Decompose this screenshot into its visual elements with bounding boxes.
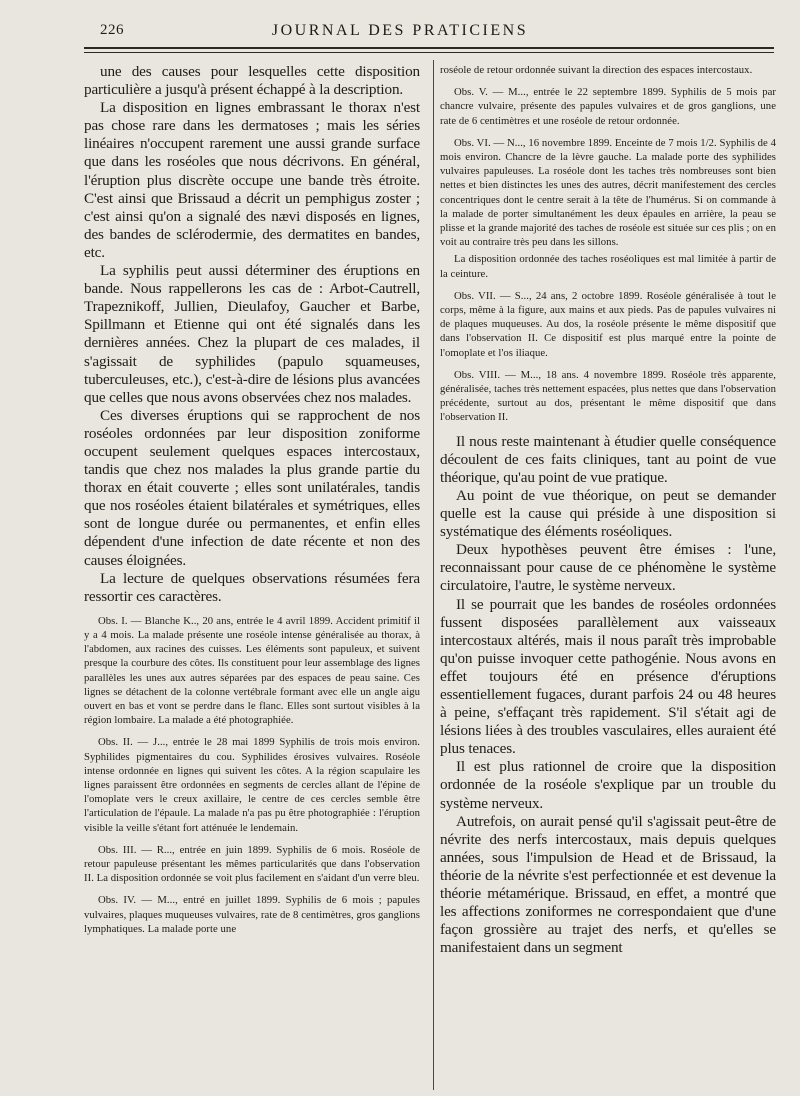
- observation-paragraph: Obs. II. — J..., entrée le 28 mai 1899 Syphilis de trois mois environ. Syphilides pigmentaires du cou. Syphilides érosives vulvaires. Roséole intense ordonnée en lignes qui suivent les côtes. A la région scapulaire les lignes paraissent être ordonnées en segments de cercles allant de l'épine de l'omoplate vers le creux axillaire, le centre de ces cercles semble être l'articulation de l'épaule. La malade n'a pas pu être photographiée : l'éruption visible la veille s'étant fort atténuée le lendemain.: [84, 736, 420, 834]
- observation-paragraph: Obs. I. — Blanche K.., 20 ans, entrée le 4 avril 1899. Accident primitif il y a 4 mois. La malade présente une roséole intense généralisée au thorax, à l'abdomen, aux racines des cuisses. Les éléments sont papuleux, et suivent presque la courbure des côtes. Ils constituent pour leur assemblage des lignes parallèles les unes aux autres séparées par des espaces de peau saine. Ces lignes se détachent de la colonne vertébrale formant avec elle un angle aigu ouvert en bas et vont se perdre dans le flanc. Elles sont surtout visibles à la région lombaire. La malade a été photographiée.: [84, 614, 420, 727]
- paragraph: Il nous reste maintenant à étudier quelle conséquence découlent de ces faits cliniques, tant au point de vue théorique, qu'au point de vue pratique.: [440, 432, 776, 486]
- left-column: [84, 63, 420, 1093]
- paragraph: Ces diverses éruptions qui se rapprochent de nos roséoles ordonnées par leur disposition zoniforme occupent seulement quelques espaces intercostaux, tandis que chez nos malades la plus grande partie du thorax en était couverte ; elles sont unilatérales, tandis que nos roséoles étaient bilatérales et symétriques, elles sont de longue durée ou permanentes, et enfin elles dépendent d'une infection de date récente et non des causes éloignées.: [84, 406, 420, 569]
- observation-paragraph: Obs. VI. — N..., 16 novembre 1899. Enceinte de 7 mois 1/2. Syphilis de 4 mois environ. Chancre de la lèvre gauche. La malade porte des syphilides vulvaires papuleuses. La roséole dont les taches très nombreuses sont bien nettes et bien distinctes les unes des autres, décrit manifestement des cercles concentriques dont le centre serait à la tête de l'humérus. Si on commande à la malade de porter simultanément les deux épaules en arrière, la peau se plisse et la grande majorité des taches de roséole est située sur ces plis ; on en voit au contraire très peu dans les sillons.: [440, 136, 776, 249]
- observation-paragraph: Obs. VII. — S..., 24 ans, 2 octobre 1899. Roséole généralisée à tout le corps, même à la figure, aux mains et aux pieds. Pas de papules vulvaires ni de plaques muqueuses. Au dos, la roséole présente le même dispositif que dans l'observation II. Ce dispositif est plus marqué entre la pointe de l'omoplate et l'os iliaque.: [440, 289, 776, 359]
- journal-title: JOURNAL DES PRATICIENS: [271, 22, 529, 39]
- observation-paragraph: La disposition ordonnée des taches roséoliques est mal limitée à partir de la ceinture.: [440, 253, 776, 280]
- observation-paragraph: Obs. VIII. — M..., 18 ans. 4 novembre 1899. Roséole très apparente, généralisée, taches très nettement espacées, plus nettes que dans l'observation précédente, surtout au dos, présentant le même dispositif que dans l'observation II.: [440, 368, 776, 424]
- header-rule-thin: [84, 52, 774, 53]
- paragraph: Autrefois, on aurait pensé qu'il s'agissait peut-être de névrite des nerfs intercostaux, mais depuis quelques années, sous l'impulsion de Head et de Brissaud, la théorie de la névrite s'est perfectionnée et est devenue la théorie métamérique. Brissaud, en effet, a montré que les affections zoniformes ne correspondaient que d'une façon grossière au trajet des nerfs, et qu'elles se manifestaient dans un segment: [440, 812, 776, 957]
- paragraph: La syphilis peut aussi déterminer des éruptions en bande. Nous rappellerons les cas de : Arbot-Cautrell, Trapeznikoff, Jullien, Dieulafoy, Gaucher et Barbe, Spillmann et Etienne qui ont été signalés dans les dernières années. Chez la plupart de ces malades, il s'agissait de syphilides (papulo squameuses, tuberculeuses, etc.), c'est-à-dire de lésions plus avancées que celles que nous avons observées chez nos malades.: [84, 262, 420, 406]
- paragraph: Il est plus rationnel de croire que la disposition ordonnée de la roséole s'explique par un trouble du système nerveux.: [440, 758, 776, 812]
- page-number: 226: [100, 22, 124, 38]
- paragraph: La lecture de quelques observations résumées fera ressortir ces caractères.: [84, 569, 420, 605]
- column-divider: [433, 60, 434, 1090]
- observation-paragraph: Obs. IV. — M..., entré en juillet 1899. Syphilis de 6 mois ; papules vulvaires, plaques muqueuses vulvaires, rate de 8 centimètres, gros ganglions lymphatiques. La malade porte une: [84, 894, 420, 935]
- paragraph: une des causes pour lesquelles cette disposition particulière a jusqu'à présent échappé à la description.: [84, 63, 420, 99]
- observation-paragraph: Obs. V. — M..., entrée le 22 septembre 1899. Syphilis de 5 mois par chancre vulvaire, présente des papules vulvaires et de gros ganglions, une rate de 6 centimètres et une roséole de retour ordonnée.: [440, 86, 776, 127]
- observation-paragraph: roséole de retour ordonnée suivant la direction des espaces intercostaux.: [440, 64, 753, 76]
- observation-paragraph: Obs. III. — R..., entrée en juin 1899. Syphilis de 6 mois. Roséole de retour papuleuse présentant les mêmes particularités que dans l'observation II. La disposition ordonnée se voit plus facilement en s'aidant d'un verre bleu.: [84, 843, 420, 885]
- paragraph: Au point de vue théorique, on peut se demander quelle est la cause qui préside à une disposition si systématique des éléments roséoliques.: [440, 486, 776, 541]
- paragraph: La disposition en lignes embrassant le thorax n'est pas chose rare dans les dermatoses ; mais les séries linéaires n'occupent rarement une aussi grande surface que dans les roséoles que nous décrivons. En général, l'éruption plus discrète occupe une bande très étroite. C'est ainsi que Brissaud a décrit un pemphigus zoster ; c'est ainsi qu'on a signalé des nævi disposés en lignes, des bandes de sclérodermie, des dermatites en bandes, etc.: [84, 99, 420, 261]
- header-rule-thick: [84, 47, 774, 49]
- right-column: [440, 63, 776, 1093]
- paragraph: Deux hypothèses peuvent être émises : l'une, reconnaissant pour cause de ce phénomène le système circulatoire, l'autre, le système nerveux.: [440, 541, 776, 595]
- paragraph: Il se pourrait que les bandes de roséoles ordonnées fussent disposées parallèlement aux vaisseaux intercostaux altérés, mais il nous paraît très improbable qu'on puisse invoquer cette pathogénie. Nous avons en effet toujours été en présence d'éruptions essentiellement fugaces, durant parfois 24 ou 48 heures à peine, s'effaçant très rapidement. S'il s'était agi de lésions liées à des troubles vasculaires, elles auraient été plus tenaces.: [440, 595, 776, 758]
